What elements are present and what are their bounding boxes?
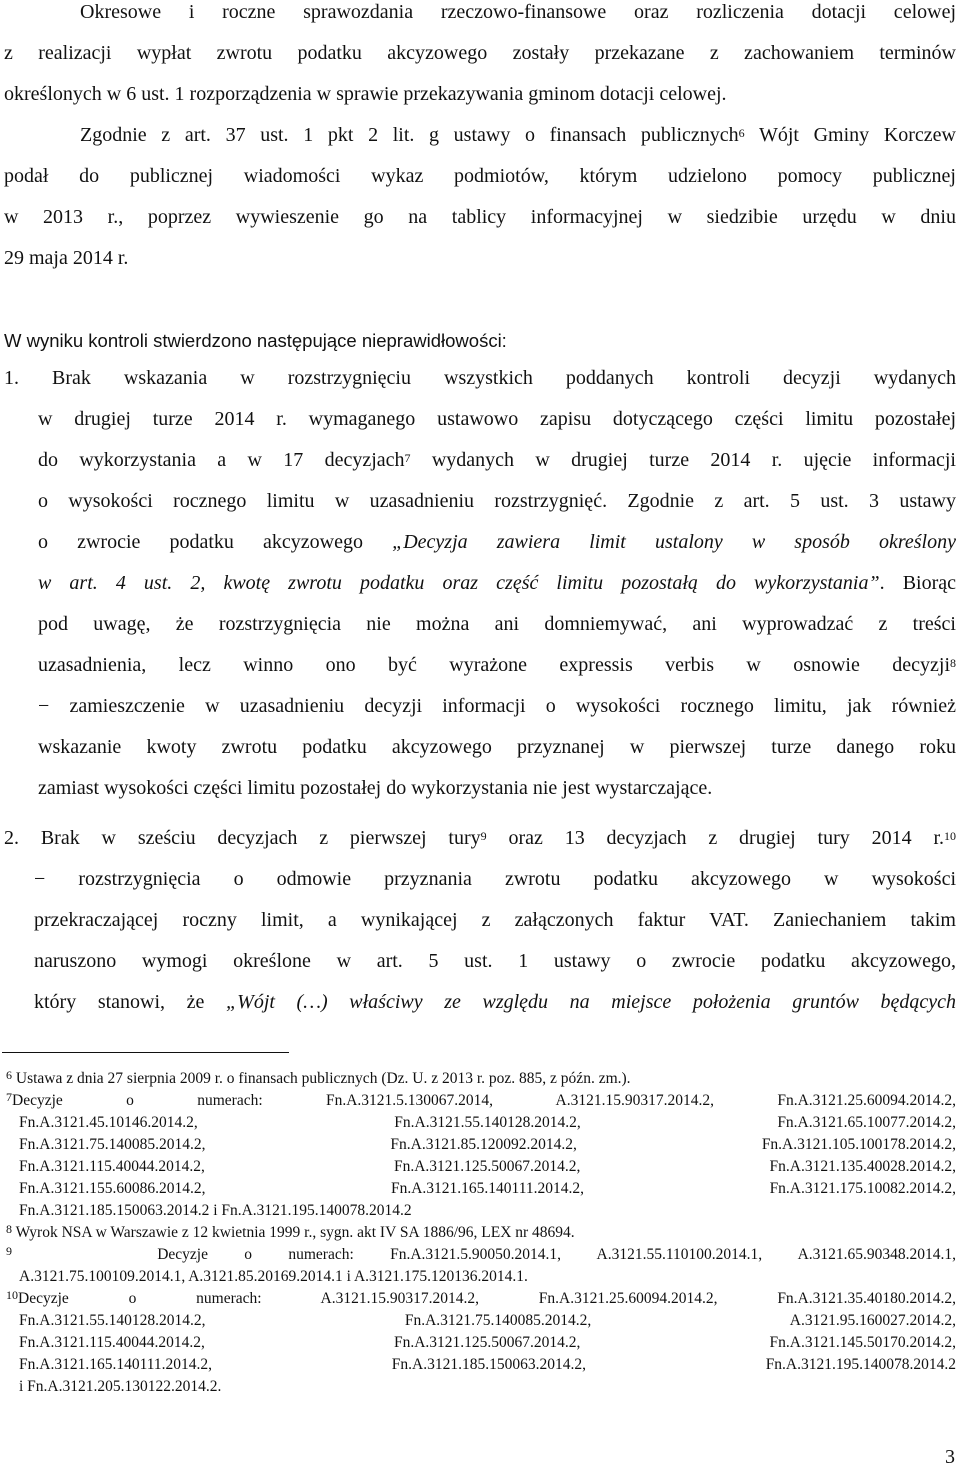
footnote-ref-8[interactable]: 8 (950, 656, 956, 670)
footnote-6: $^6$ Ustawa z dnia 27 sierpnia 2009 r. o finansach publicznych (Dz. U. z 2013 r. poz. 885, z późn. zm.). (6, 1068, 631, 1087)
footnote-7-line: Fn.A.3121.185.150063.2014.2 i Fn.A.3121.195.140078.2014.2 (19, 1202, 412, 1219)
intro-line: Zgodnie z art. 37 ust. 1 pkt 2 lit. g ustawy o finansach publicznych$^6$ Wójt Gminy Korczew (80, 124, 956, 146)
footnote-ref-7[interactable]: 7 (404, 451, 411, 465)
footnote-10-line: i Fn.A.3121.205.130122.2014.2. (19, 1378, 222, 1395)
footnote-10: $^{10}$Decyzje o numerach: A.3121.15.90317.2014.2, Fn.A.3121.25.60094.2014.2, Fn.A.3121.35.40180.2014.2, (6, 1288, 957, 1307)
footnotes (6, 1068, 956, 1398)
item1-line: w drugiej turze 2014 r. wymaganego ustawowo zapisu dotyczącego części limitu pozostałej (38, 408, 956, 430)
footnote-7-line: Fn.A.3121.45.10146.2014.2, Fn.A.3121.55.140128.2014.2, Fn.A.3121.65.10077.2014.2, (19, 1114, 957, 1131)
item2-line: przekraczającej roczny limit, a wynikającej z załączonych faktur VAT. Zaniechaniem takim (34, 909, 956, 931)
item1-line: zamiast wysokości części limitu pozostałej do wykorzystania nie jest wystarczające. (38, 777, 713, 799)
item2-line: 2. Brak w sześciu decyzjach z pierwszej tury$^9$ oraz 13 decyzjach z drugiej tury 2014 r.$^{10}$ (4, 827, 957, 849)
finding-item-2-body (34, 859, 956, 1023)
finding-item-1 (4, 358, 956, 399)
item1-line: do wykorzystania a w 17 decyzjach$^7$ wydanych w drugiej turze 2014 r. ujęcie informacji (38, 449, 956, 471)
item1-line: wskazanie kwoty zwrotu podatku akcyzowego przyznanej w pierwszej turze danego roku (38, 736, 956, 758)
item1-line: uzasadnienia, lecz winno ono być wyrażone expressis verbis w osnowie decyzji$^8$ (38, 654, 956, 676)
footnote-7: $^7$Decyzje o numerach: Fn.A.3121.5.130067.2014, A.3121.15.90317.2014.2, Fn.A.3121.25.60094.2014.2, (6, 1090, 957, 1109)
quote-text: „Wójt (…) właściwy ze względu na miejsce położenia gruntów będących (226, 991, 957, 1013)
item1-line: 1. Brak wskazania w rozstrzygnięciu wszystkich poddanych kontroli decyzji wydanych (4, 367, 956, 389)
footnote-10-line: Fn.A.3121.115.40044.2014.2, Fn.A.3121.125.50067.2014.2, Fn.A.3121.145.50170.2014.2, (19, 1334, 956, 1351)
footnote-separator (2, 1052, 289, 1053)
intro-line: w 2013 r., poprzez wywieszenie go na tablicy informacyjnej w siedzibie urzędu w dniu (4, 206, 956, 228)
footnote-7-line: Fn.A.3121.75.140085.2014.2, Fn.A.3121.85.120092.2014.2, Fn.A.3121.105.100178.2014.2, (19, 1136, 957, 1153)
item1-line: o wysokości rocznego limitu w uzasadnieniu rozstrzygnięć. Zgodnie z art. 5 ust. 3 ustawy (38, 490, 956, 512)
item1-line: w art. 4 ust. 2, kwotę zwrotu podatku oraz część limitu pozostałą do wykorzystania”. Biorąc (38, 572, 957, 594)
findings-heading-text: W wyniku kontroli stwierdzono następujące nieprawidłowości: (4, 330, 507, 351)
footnote-ref-10[interactable]: 10 (944, 829, 957, 843)
page-number: 3 (945, 1446, 955, 1468)
footnote-9-line: A.3121.75.100109.2014.1, A.3121.85.20169.2014.1 i A.3121.175.120136.2014.1. (19, 1268, 528, 1285)
item2-line: który stanowi, że „Wójt (…) właściwy ze względu na miejsce położenia gruntów będących (34, 991, 957, 1013)
intro-line: podał do publicznej wiadomości wykaz podmiotów, którym udzielono pomocy publicznej (4, 165, 956, 187)
item2-line: − rozstrzygnięcia o odmowie przyznania zwrotu podatku akcyzowego w wysokości (34, 868, 957, 890)
intro-line: 29 maja 2014 r. (4, 247, 129, 269)
footnote-10-line: Fn.A.3121.165.140111.2014.2, Fn.A.3121.185.150063.2014.2, Fn.A.3121.195.140078.2014.2 (19, 1356, 957, 1373)
footnote-9: $^9$ Decyzje o numerach: Fn.A.3121.5.90050.2014.1, A.3121.55.110100.2014.1, A.3121.65.90348.2014.1, (6, 1244, 957, 1263)
footnote-10-line: Fn.A.3121.55.140128.2014.2, Fn.A.3121.75.140085.2014.2, A.3121.95.160027.2014.2, (19, 1312, 956, 1329)
footnote-7-line: Fn.A.3121.115.40044.2014.2, Fn.A.3121.125.50067.2014.2, Fn.A.3121.135.40028.2014.2, (19, 1158, 956, 1175)
footnote-8: $^8$ Wyrok NSA w Warszawie z 12 kwietnia 1999 r., sygn. akt IV SA 1886/96, LEX nr 48694. (6, 1222, 575, 1241)
footnote-7-line: Fn.A.3121.155.60086.2014.2, Fn.A.3121.165.140111.2014.2, Fn.A.3121.175.10082.2014.2, (19, 1180, 957, 1197)
footnote-ref-9[interactable]: 9 (480, 829, 487, 843)
item1-line: pod uwagę, że rozstrzygnięcia nie można ani domniemywać, ani wyprowadzać z treści (38, 613, 956, 635)
finding-item-1-body (38, 399, 956, 809)
item2-line: naruszono wymogi określone w art. 5 ust. 1 ustawy o zwrocie podatku akcyzowego, (34, 950, 956, 972)
intro-line: określonych w 6 ust. 1 rozporządzenia w sprawie przekazywania gminom dotacji celowej. (4, 83, 727, 105)
quote-text: „Decyzja zawiera limit ustalony w sposób określony (392, 531, 956, 553)
footnote-ref-6[interactable]: 6 (738, 126, 745, 140)
intro-line: z realizacji wypłat zwrotu podatku akcyzowego zostały przekazane z zachowaniem terminów (4, 42, 956, 64)
item1-line: − zamieszczenie w uzasadnieniu decyzji informacji o wysokości rocznego limitu, jak również (38, 695, 956, 717)
item1-line: o zwrocie podatku akcyzowego „Decyzja zawiera limit ustalony w sposób określony (38, 531, 956, 553)
intro-paragraph (4, 0, 956, 279)
findings-heading (4, 320, 956, 361)
quote-text: w art. 4 ust. 2, kwotę zwrotu podatku oraz część limitu pozostałą do wykorzystania” (38, 572, 880, 594)
finding-item-2 (4, 818, 956, 859)
intro-line: Okresowe i roczne sprawozdania rzeczowo-finansowe oraz rozliczenia dotacji celowej (80, 1, 956, 23)
